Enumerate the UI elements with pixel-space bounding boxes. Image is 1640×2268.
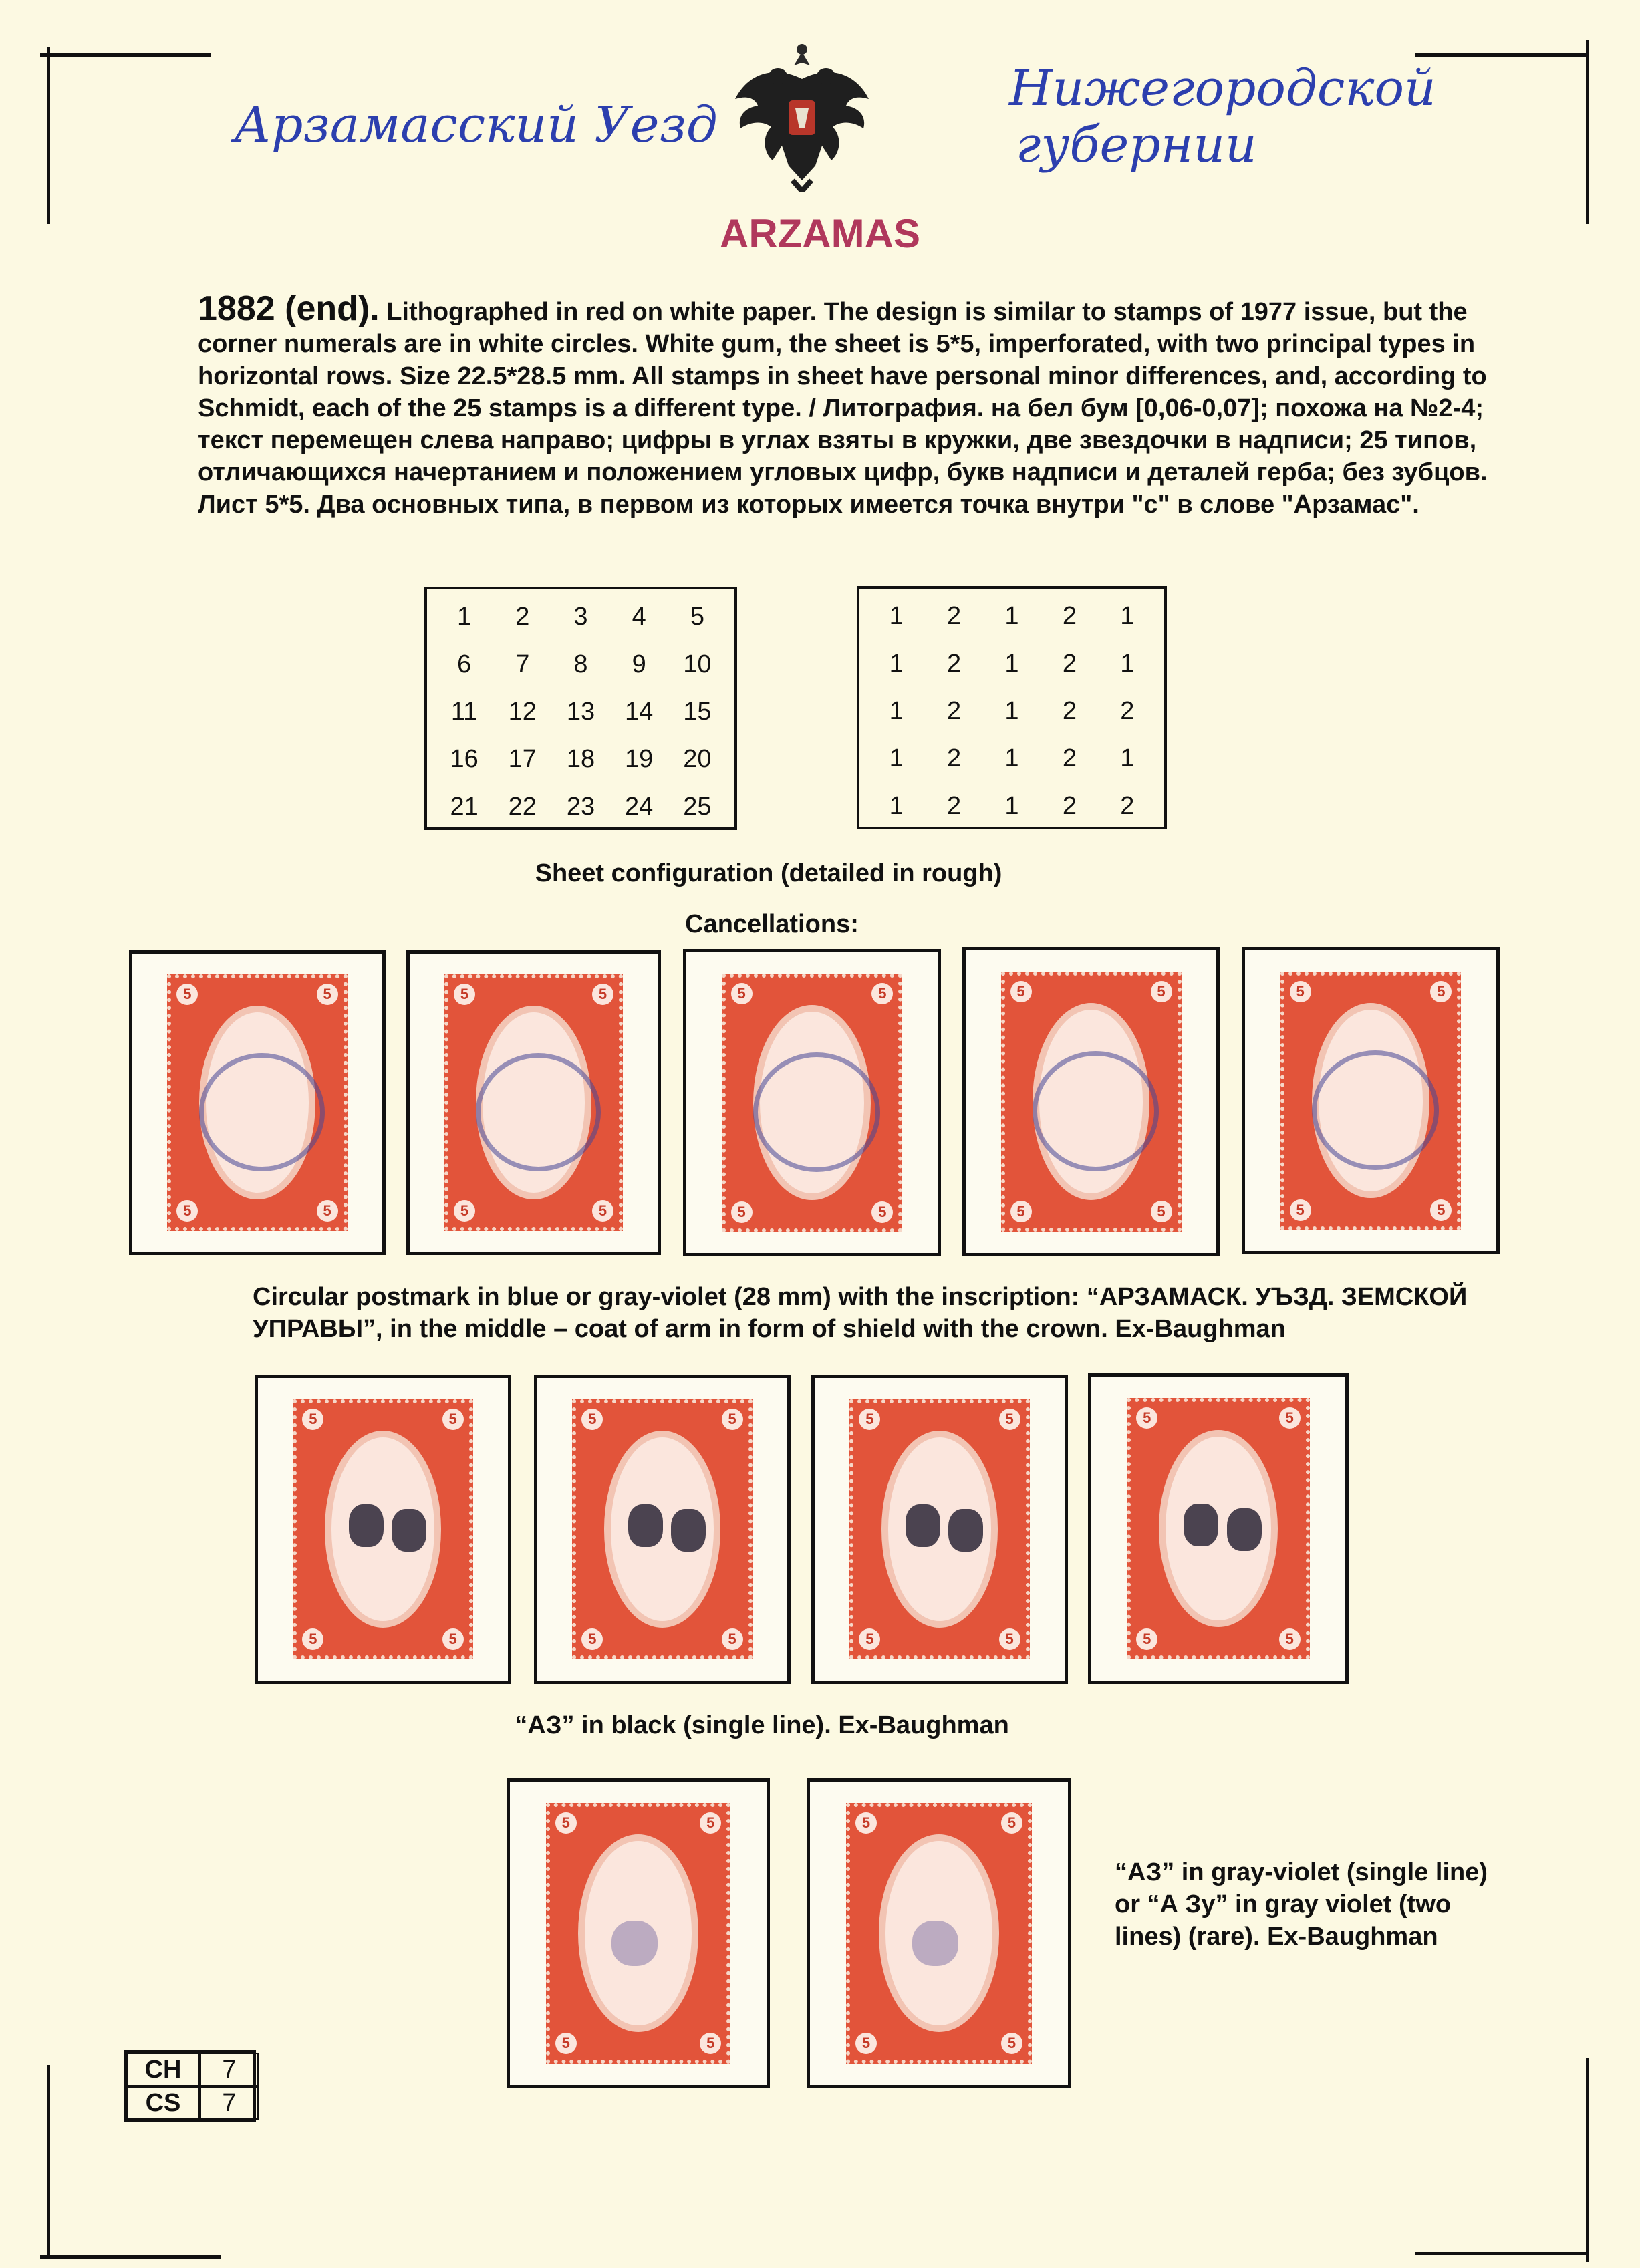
sheet-type-cell: 2 bbox=[1062, 650, 1077, 678]
sheet-type-cell: 1 bbox=[889, 602, 904, 630]
stamp-corner-numeral: 5 bbox=[1010, 981, 1032, 1002]
stamp-corner-numeral: 5 bbox=[999, 1628, 1020, 1650]
black-cancel-mark bbox=[906, 1504, 940, 1547]
sheet-position-cell: 1 bbox=[457, 603, 472, 631]
page-heading: ARZAMAS bbox=[720, 211, 920, 256]
stamp-corner-numeral: 5 bbox=[176, 1200, 198, 1222]
stamp-corner-numeral: 5 bbox=[555, 1812, 577, 1834]
corner-bracket-bottom-left bbox=[40, 2255, 221, 2259]
corner-bracket-top-left bbox=[47, 47, 50, 224]
stamp-frame bbox=[683, 949, 941, 1256]
sheet-position-cell: 8 bbox=[573, 650, 588, 678]
sheet-type-cell: 2 bbox=[947, 744, 962, 772]
stamp-corner-numeral: 5 bbox=[999, 1409, 1020, 1430]
title-district: Арзамасский Уезд bbox=[234, 96, 718, 154]
sheet-type-cell: 2 bbox=[1120, 792, 1135, 820]
circular-postmark bbox=[1033, 1051, 1159, 1171]
corner-bracket-top-left bbox=[40, 53, 211, 57]
circular-postmark bbox=[753, 1052, 880, 1172]
black-cancel-mark bbox=[392, 1509, 426, 1552]
stamp-corner-numeral: 5 bbox=[454, 1200, 475, 1222]
sheet-position-cell: 3 bbox=[573, 603, 588, 631]
stamp-corner-numeral: 5 bbox=[731, 1201, 753, 1223]
sheet-type-cell: 2 bbox=[947, 697, 962, 725]
stamp-corner-numeral: 5 bbox=[855, 2033, 877, 2054]
ch-label: CH bbox=[126, 2053, 200, 2086]
stamp-corner-numeral: 5 bbox=[700, 1812, 721, 1834]
sheet-position-cell: 6 bbox=[457, 650, 472, 678]
stamp-image bbox=[846, 1803, 1032, 2064]
stamp-image bbox=[1280, 972, 1462, 1230]
sheet-position-cell: 13 bbox=[566, 698, 595, 726]
caption-sheet-configuration: Sheet configuration (detailed in rough) bbox=[535, 859, 1002, 887]
sheet-position-cell: 19 bbox=[625, 745, 654, 773]
sheet-position-cell: 7 bbox=[515, 650, 530, 678]
sheet-position-cell: 21 bbox=[450, 793, 479, 821]
sheet-type-cell: 1 bbox=[889, 792, 904, 820]
stamp-frame bbox=[1242, 947, 1500, 1254]
stamp-corner-numeral: 5 bbox=[1290, 1199, 1311, 1221]
stamp-frame bbox=[534, 1375, 791, 1684]
sheet-position-cell: 20 bbox=[683, 745, 712, 773]
sheet-position-cell: 4 bbox=[632, 603, 646, 631]
ch-value: 7 bbox=[200, 2053, 259, 2086]
stamp-corner-numeral: 5 bbox=[581, 1409, 603, 1430]
stamp-corner-numeral: 5 bbox=[859, 1409, 880, 1430]
issue-text: Lithographed in red on white paper. The design is similar to stamps of 1977 issue, but the corner numerals are in white circles. White gum, the sheet is 5*5, imperforated, with two principal types in horizontal rows. Size 22.5*28.5 mm. All stamps in sheet have personal minor differences, and, according to Schmidt, each of the 25 stamps is a different type. / Литография. на бел бум [0,06-0,07]; похожа на №2-4; текст перемещен слева направо; цифры в углах взяты в кружки, две звездочки в надписи; 25 типов, отличающихся начертанием и положением угловых цифр, букв надписи и деталей герба; без зубцов. Лист 5*5. Два основных типа, в первом из которых имеется точка внутри "с" в слове "Арзамас". bbox=[198, 298, 1488, 519]
sheet-position-cell: 22 bbox=[508, 793, 537, 821]
sheet-type-cell: 1 bbox=[1120, 650, 1135, 678]
stamp-corner-numeral: 5 bbox=[454, 984, 475, 1005]
sheet-type-cell: 1 bbox=[1004, 650, 1019, 678]
black-cancel-mark bbox=[349, 1504, 384, 1547]
sheet-position-cell: 15 bbox=[683, 698, 712, 726]
stamp-frame bbox=[406, 950, 661, 1255]
stamp-corner-numeral: 5 bbox=[1279, 1407, 1301, 1429]
stamp-corner-numeral: 5 bbox=[555, 2033, 577, 2054]
caption-az-black: “АЗ” in black (single line). Ex-Baughman bbox=[515, 1711, 1009, 1739]
sheet-type-cell: 2 bbox=[1062, 697, 1077, 725]
stamp-corner-numeral: 5 bbox=[700, 2033, 721, 2054]
catalog-counter-box bbox=[124, 2050, 256, 2122]
stamp-image bbox=[1001, 972, 1182, 1232]
stamp-corner-numeral: 5 bbox=[592, 984, 613, 1005]
stamp-corner-numeral: 5 bbox=[722, 1409, 743, 1430]
title-province-line2: губернии bbox=[1016, 116, 1257, 174]
stamp-frame bbox=[962, 947, 1220, 1256]
stamp-corner-numeral: 5 bbox=[302, 1628, 323, 1650]
caption-circular-postmark: Circular postmark in blue or gray-violet (28 mm) with the inscription: “АРЗАМАСК. УЪЗД. ЗЕМСКОЙ УПРАВЫ”, in the middle – coat of arm in form of shield with the crown. Ex-Baughman bbox=[253, 1283, 1468, 1343]
stamp-corner-numeral: 5 bbox=[1151, 1201, 1172, 1222]
black-cancel-mark bbox=[1227, 1508, 1262, 1551]
corner-bracket-bottom-left bbox=[47, 2065, 50, 2259]
stamp-corner-numeral: 5 bbox=[722, 1628, 743, 1650]
sheet-position-cell: 2 bbox=[515, 603, 530, 631]
sheet-position-cell: 18 bbox=[566, 745, 595, 773]
sheet-type-cell: 1 bbox=[1004, 602, 1019, 630]
sheet-type-cell: 1 bbox=[1004, 697, 1019, 725]
sheet-type-cell: 1 bbox=[889, 744, 904, 772]
stamp-corner-numeral: 5 bbox=[1430, 981, 1452, 1002]
black-cancel-mark bbox=[671, 1509, 706, 1552]
black-cancel-mark bbox=[1184, 1504, 1218, 1546]
stamp-corner-numeral: 5 bbox=[581, 1628, 603, 1650]
circular-postmark bbox=[199, 1053, 325, 1171]
stamp-corner-numeral: 5 bbox=[1279, 1628, 1301, 1650]
stamp-corner-numeral: 5 bbox=[442, 1628, 464, 1650]
stamp-corner-numeral: 5 bbox=[302, 1409, 323, 1430]
sheet-type-cell: 2 bbox=[947, 602, 962, 630]
stamp-corner-numeral: 5 bbox=[859, 1628, 880, 1650]
stamp-image bbox=[849, 1399, 1029, 1660]
corner-bracket-bottom-right bbox=[1415, 2252, 1589, 2255]
sheet-position-cell: 11 bbox=[450, 698, 478, 726]
sheet-type-cell: 1 bbox=[889, 650, 904, 678]
sheet-type-cell: 1 bbox=[1004, 744, 1019, 772]
stamp-corner-numeral: 5 bbox=[1430, 1199, 1452, 1221]
stamp-corner-numeral: 5 bbox=[176, 984, 198, 1005]
corner-bracket-bottom-right bbox=[1586, 2058, 1589, 2262]
sheet-type-cell: 1 bbox=[1120, 744, 1135, 772]
corner-bracket-top-right bbox=[1415, 53, 1586, 57]
stamp-image bbox=[722, 974, 903, 1232]
stamp-image bbox=[293, 1399, 472, 1660]
caption-cancellations: Cancellations: bbox=[685, 910, 859, 938]
sheet-type-cell: 2 bbox=[1062, 602, 1077, 630]
caption-az-gray-violet: “АЗ” in gray-violet (single line) or “А Зу” in gray violet (two lines) (rare). Ex-Baughman bbox=[1115, 1858, 1488, 1951]
black-cancel-mark bbox=[948, 1509, 983, 1552]
stamp-corner-numeral: 5 bbox=[1001, 1812, 1022, 1834]
stamp-corner-numeral: 5 bbox=[871, 1201, 893, 1223]
sheet-type-cell: 2 bbox=[947, 792, 962, 820]
corner-bracket-top-right bbox=[1586, 40, 1589, 224]
stamp-image bbox=[1127, 1398, 1310, 1659]
sheet-type-grid bbox=[857, 586, 1167, 829]
sheet-position-cell: 10 bbox=[683, 650, 712, 678]
stamp-frame bbox=[807, 1778, 1071, 2088]
stamp-corner-numeral: 5 bbox=[871, 983, 893, 1004]
stamp-corner-numeral: 5 bbox=[731, 983, 753, 1004]
sheet-position-cell: 14 bbox=[625, 698, 654, 726]
stamp-corner-numeral: 5 bbox=[1010, 1201, 1032, 1222]
sheet-type-cell: 1 bbox=[1004, 792, 1019, 820]
title-province-line1: Нижегородской bbox=[1009, 59, 1436, 117]
sheet-position-cell: 23 bbox=[566, 793, 595, 821]
gray-violet-cancel-mark bbox=[912, 1921, 958, 1966]
gray-violet-cancel-mark bbox=[611, 1921, 658, 1966]
sheet-type-cell: 2 bbox=[1062, 744, 1077, 772]
stamp-corner-numeral: 5 bbox=[442, 1409, 464, 1430]
sheet-position-cell: 5 bbox=[690, 603, 704, 631]
stamp-corner-numeral: 5 bbox=[1290, 981, 1311, 1002]
stamp-corner-numeral: 5 bbox=[1151, 981, 1172, 1002]
stamp-frame bbox=[1088, 1373, 1349, 1684]
cs-value: 7 bbox=[200, 2086, 259, 2120]
sheet-type-cell: 1 bbox=[1120, 602, 1135, 630]
issue-description bbox=[198, 289, 1501, 521]
stamp-corner-numeral: 5 bbox=[317, 984, 338, 1005]
sheet-position-cell: 9 bbox=[632, 650, 646, 678]
sheet-position-grid bbox=[424, 587, 737, 830]
stamp-corner-numeral: 5 bbox=[1136, 1407, 1157, 1429]
stamp-frame bbox=[507, 1778, 770, 2088]
stamp-image bbox=[167, 974, 347, 1231]
stamp-corner-numeral: 5 bbox=[317, 1200, 338, 1222]
sheet-type-cell: 2 bbox=[1120, 697, 1135, 725]
cs-label: CS bbox=[126, 2086, 200, 2120]
sheet-type-cell: 1 bbox=[889, 697, 904, 725]
sheet-position-cell: 25 bbox=[683, 793, 712, 821]
sheet-type-cell: 2 bbox=[1062, 792, 1077, 820]
stamp-frame bbox=[129, 950, 386, 1255]
black-cancel-mark bbox=[628, 1504, 663, 1547]
stamp-image bbox=[572, 1399, 752, 1660]
stamp-corner-numeral: 5 bbox=[855, 1812, 877, 1834]
sheet-position-cell: 16 bbox=[450, 745, 479, 773]
double-headed-eagle-crest bbox=[728, 39, 875, 192]
stamp-corner-numeral: 5 bbox=[1001, 2033, 1022, 2054]
title-province bbox=[1009, 60, 1436, 174]
stamp-image bbox=[546, 1803, 730, 2064]
stamp-corner-numeral: 5 bbox=[1136, 1628, 1157, 1650]
stamp-frame bbox=[811, 1375, 1068, 1684]
sheet-position-cell: 24 bbox=[625, 793, 654, 821]
issue-year: 1882 (end). bbox=[198, 289, 380, 328]
stamp-image bbox=[444, 974, 623, 1231]
circular-postmark bbox=[1312, 1050, 1439, 1170]
sheet-position-cell: 17 bbox=[508, 745, 537, 773]
sheet-position-cell: 12 bbox=[508, 698, 537, 726]
stamp-frame bbox=[255, 1375, 511, 1684]
stamp-corner-numeral: 5 bbox=[592, 1200, 613, 1222]
sheet-type-cell: 2 bbox=[947, 650, 962, 678]
circular-postmark bbox=[476, 1053, 601, 1171]
